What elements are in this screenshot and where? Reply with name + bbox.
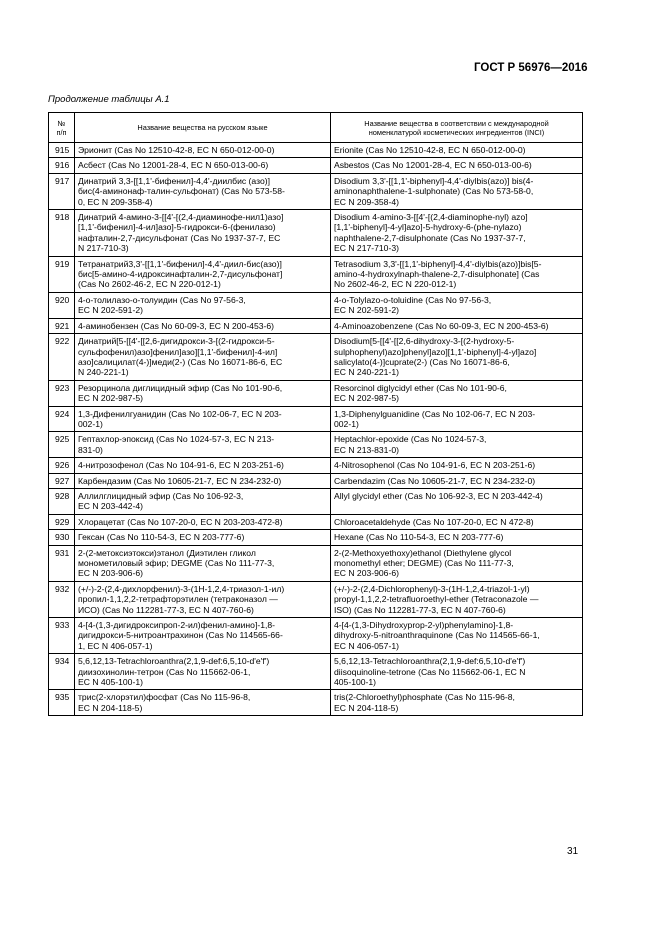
table-row	[49, 158, 583, 173]
inci-name-cell: 4-[4-(1,3-Dihydroxyprop-2-yl)phenylamino]-1,8- dihydroxy-5-nitroanthraquinone (Cas No 114565-66-1, EC N 406-057-1)	[331, 618, 583, 654]
table-header-row	[49, 113, 583, 143]
russian-name-cell: 4-нитрозофенол (Cas No 104-91-6, ЕС N 203-251-6)	[75, 458, 331, 473]
table-row	[49, 473, 583, 488]
table-row	[49, 173, 583, 209]
document-standard-header: ГОСТ Р 56976—2016	[474, 62, 588, 74]
row-number: 929	[49, 514, 75, 529]
russian-name-cell: Аллилглицидный эфир (Cas No 106-92-3, ЕС N 203-442-4)	[75, 488, 331, 514]
header-russian-name-label: Название вещества на русском языке	[137, 123, 268, 132]
row-number: 928	[49, 488, 75, 514]
table-row	[49, 545, 583, 581]
header-russian-name	[75, 113, 331, 143]
inci-name-cell: 5,6,12,13-Tetrachloroanthra(2,1,9-def:6,5,10-d'e'f') diisoquinoline-tetrone (Cas No 115662-06-1, EC N 405-100-1)	[331, 654, 583, 690]
row-number: 922	[49, 334, 75, 381]
russian-name-cell: Динатрий 3,3-[[1,1'-бифенил]-4,4'-диилбис (азо)] бис(4-аминонаф-талин-сульфонат) (Cas No 573-58- 0, ЕС N 209-358-4)	[75, 173, 331, 209]
inci-name-cell: Disodium 4-amino-3-[[4'-[(2,4-diaminophe-nyl) azo] [1,1'-biphenyl]-4-yl]azo]-5-hydroxy-6-(phe-nylazo) naphthalene-2,7-disulphonate (Cas No 1937-37-7, EC N 217-710-3)	[331, 210, 583, 257]
russian-name-cell: Резорцинола диглицидный эфир (Cas No 101-90-6, ЕС N 202-987-5)	[75, 380, 331, 406]
row-number: 916	[49, 158, 75, 173]
inci-name-cell: Carbendazim (Cas No 10605-21-7, EC N 234-232-0)	[331, 473, 583, 488]
table-row	[49, 256, 583, 292]
inci-name-cell: 4-Nitrosophenol (Cas No 104-91-6, EC N 203-251-6)	[331, 458, 583, 473]
table-row	[49, 292, 583, 318]
row-number: 915	[49, 143, 75, 158]
row-number: 920	[49, 292, 75, 318]
header-inci-name-label: Название вещества в соответствии с международной номенклатурой косметических ингредиентов (INCI)	[364, 118, 549, 137]
russian-name-cell: трис(2-хлорэтил)фосфат (Cas No 115-96-8, ЕС N 204-118-5)	[75, 690, 331, 716]
inci-name-cell: tris(2-Chloroethyl)phosphate (Cas No 115-96-8, EC N 204-118-5)	[331, 690, 583, 716]
row-number: 926	[49, 458, 75, 473]
russian-name-cell: Динатрий 4-амино-3-[[4'-[(2,4-диаминофе-нил1)азо] [1,1'-бифенил]-4-ил]азо]-5-гидрокси-6-(фенилазо) нафталин-2,7-дисульфонат (Cas No 1937-37-7, ЕС N 217-710-3)	[75, 210, 331, 257]
table-row	[49, 654, 583, 690]
table-row	[49, 334, 583, 381]
row-number: 933	[49, 618, 75, 654]
inci-name-cell: 2-(2-Methoxyethoxy)ethanol (Diethylene glycol monomethyl ether; DEGME) (Cas No 111-77-3, EC N 203-906-6)	[331, 545, 583, 581]
table-row	[49, 530, 583, 545]
header-number-label: № п/п	[56, 118, 67, 137]
russian-name-cell: 2-(2-метоксиэтокси)этанол (Диэтилен гликол монометиловый эфир; DEGME (Cas No 111-77-3, ЕС N 203-906-6)	[75, 545, 331, 581]
russian-name-cell: (+/-)-2-(2,4-дихлорфенил)-3-(1Н-1,2,4-триазол-1-ил) пропил-1,1,2,2-тетрафторэтилен (тетраконазол — ИСО) (Cas No 112281-77-3, ЕС N 407-760-6)	[75, 581, 331, 617]
inci-name-cell: Allyl glycidyl ether (Cas No 106-92-3, EC N 203-442-4)	[331, 488, 583, 514]
inci-name-cell: Erionite (Cas No 12510-42-8, EC N 650-012-00-0)	[331, 143, 583, 158]
table-row	[49, 581, 583, 617]
row-number: 934	[49, 654, 75, 690]
inci-name-cell: Hexane (Cas No 110-54-3, EC N 203-777-6)	[331, 530, 583, 545]
row-number: 921	[49, 318, 75, 333]
inci-name-cell: Chloroacetaldehyde (Cas No 107-20-0, EC N 472-8)	[331, 514, 583, 529]
row-number: 919	[49, 256, 75, 292]
russian-name-cell: 4-аминобензен (Cas No 60-09-3, ЕС N 200-453-6)	[75, 318, 331, 333]
row-number: 930	[49, 530, 75, 545]
inci-name-cell: 4-o-Tolylazo-o-toluidine (Cas No 97-56-3, EC N 202-591-2)	[331, 292, 583, 318]
russian-name-cell: Гексан (Cas No 110-54-3, ЕС N 203-777-6)	[75, 530, 331, 545]
row-number: 917	[49, 173, 75, 209]
table-row	[49, 143, 583, 158]
russian-name-cell: Хлорацетат (Cas No 107-20-0, ЕС N 203-203-472-8)	[75, 514, 331, 529]
inci-name-cell: 1,3-Diphenylguanidine (Cas No 102-06-7, EC N 203- 002-1)	[331, 406, 583, 432]
russian-name-cell: 5,6,12,13-Tetrachloroanthra(2,1,9-def:6,5,10-d'e'f') диизохинолин-тетрон (Cas No 115662-06-1, ЕС N 405-100-1)	[75, 654, 331, 690]
inci-name-cell: Disodium 3,3'-[[1,1'-biphenyl]-4,4'-diylbis(azo)] bis(4- aminonaphthalene-1-sulphonate) (Cas No 573-58-0, EC N 209-358-4)	[331, 173, 583, 209]
table-caption: Продолжение таблицы А.1	[48, 94, 170, 105]
substances-table	[48, 112, 583, 716]
russian-name-cell: Карбендазим (Cas No 10605-21-7, ЕС N 234-232-0)	[75, 473, 331, 488]
row-number: 935	[49, 690, 75, 716]
row-number: 918	[49, 210, 75, 257]
table-row	[49, 210, 583, 257]
table-row	[49, 458, 583, 473]
inci-name-cell: Disodium[5-[[4'-[[2,6-dihydroxy-3-[(2-hydroxy-5- sulphophenyl)azo]phenyl]azo][1,1'-biphenyl]-4-yl]azo] salicylato(4-)]cuprate(2-) (Cas No 16071-86-6, EC N 240-221-1)	[331, 334, 583, 381]
russian-name-cell: 4-[4-(1,3-дигидроксипроп-2-ил)фенил-амино]-1,8- дигидрокси-5-нитроантрахинон (Cas No 114565-66- 1, ЕС N 406-057-1)	[75, 618, 331, 654]
inci-name-cell: (+/-)-2-(2,4-Dichlorophenyl)-3-(1H-1,2,4-triazol-1-yl) propyl-1,1,2,2-tetrafluoroethyl-ether (Tetraconazole — ISO) (Cas No 112281-77-3, EC N 407-760-6)	[331, 581, 583, 617]
row-number: 923	[49, 380, 75, 406]
inci-name-cell: Heptachlor-epoxide (Cas No 1024-57-3, EC N 213-831-0)	[331, 432, 583, 458]
header-number	[49, 113, 75, 143]
row-number: 927	[49, 473, 75, 488]
russian-name-cell: Асбест (Cas No 12001-28-4, ЕС N 650-013-00-6)	[75, 158, 331, 173]
table-row	[49, 380, 583, 406]
inci-name-cell: Resorcinol diglycidyl ether (Cas No 101-90-6, EC N 202-987-5)	[331, 380, 583, 406]
page-number: 31	[567, 846, 579, 857]
russian-name-cell: Динатрий[5-[[4'-[[2,6-дигидрокси-3-[(2-гидрокси-5- сульфофенил)азо]фенил]азо][1,1'-бифенил]-4-ил] азо]салицилат(4-)]меди(2-) (Cas No 16071-86-6, ЕС N 240-221-1)	[75, 334, 331, 381]
russian-name-cell: Эрионит (Cas No 12510-42-8, ЕС N 650-012-00-0)	[75, 143, 331, 158]
table-row	[49, 432, 583, 458]
row-number: 925	[49, 432, 75, 458]
table-row	[49, 618, 583, 654]
russian-name-cell: 1,3-Дифенилгуанидин (Cas No 102-06-7, ЕС N 203- 002-1)	[75, 406, 331, 432]
table-row	[49, 406, 583, 432]
inci-name-cell: 4-Aminoazobenzene (Cas No 60-09-3, EC N 200-453-6)	[331, 318, 583, 333]
inci-name-cell: Asbestos (Cas No 12001-28-4, EC N 650-013-00-6)	[331, 158, 583, 173]
row-number: 924	[49, 406, 75, 432]
table-row	[49, 514, 583, 529]
russian-name-cell: Гептахлор-эпоксид (Cas No 1024-57-3, ЕС N 213- 831-0)	[75, 432, 331, 458]
table-row	[49, 488, 583, 514]
inci-name-cell: Tetrasodium 3,3'-[[1,1'-biphenyl]-4,4'-diylbis(azo)]bis[5- amino-4-hydroxylnaph-thalene-2,7-disulphonate] (Cas No 2602-46-2, EC N 220-012-1)	[331, 256, 583, 292]
russian-name-cell: 4-о-толилазо-о-толуидин (Cas No 97-56-3, ЕС N 202-591-2)	[75, 292, 331, 318]
russian-name-cell: Тетранатрий3,3'-[[1,1'-бифенил]-4,4'-диил-бис(азо)] бис[5-амино-4-идроксинафталин-2,7-дисульфонат] (Cas No 2602-46-2, ЕС N 220-012-1)	[75, 256, 331, 292]
row-number: 932	[49, 581, 75, 617]
table-row	[49, 690, 583, 716]
header-inci-name	[331, 113, 583, 143]
table-row	[49, 318, 583, 333]
row-number: 931	[49, 545, 75, 581]
